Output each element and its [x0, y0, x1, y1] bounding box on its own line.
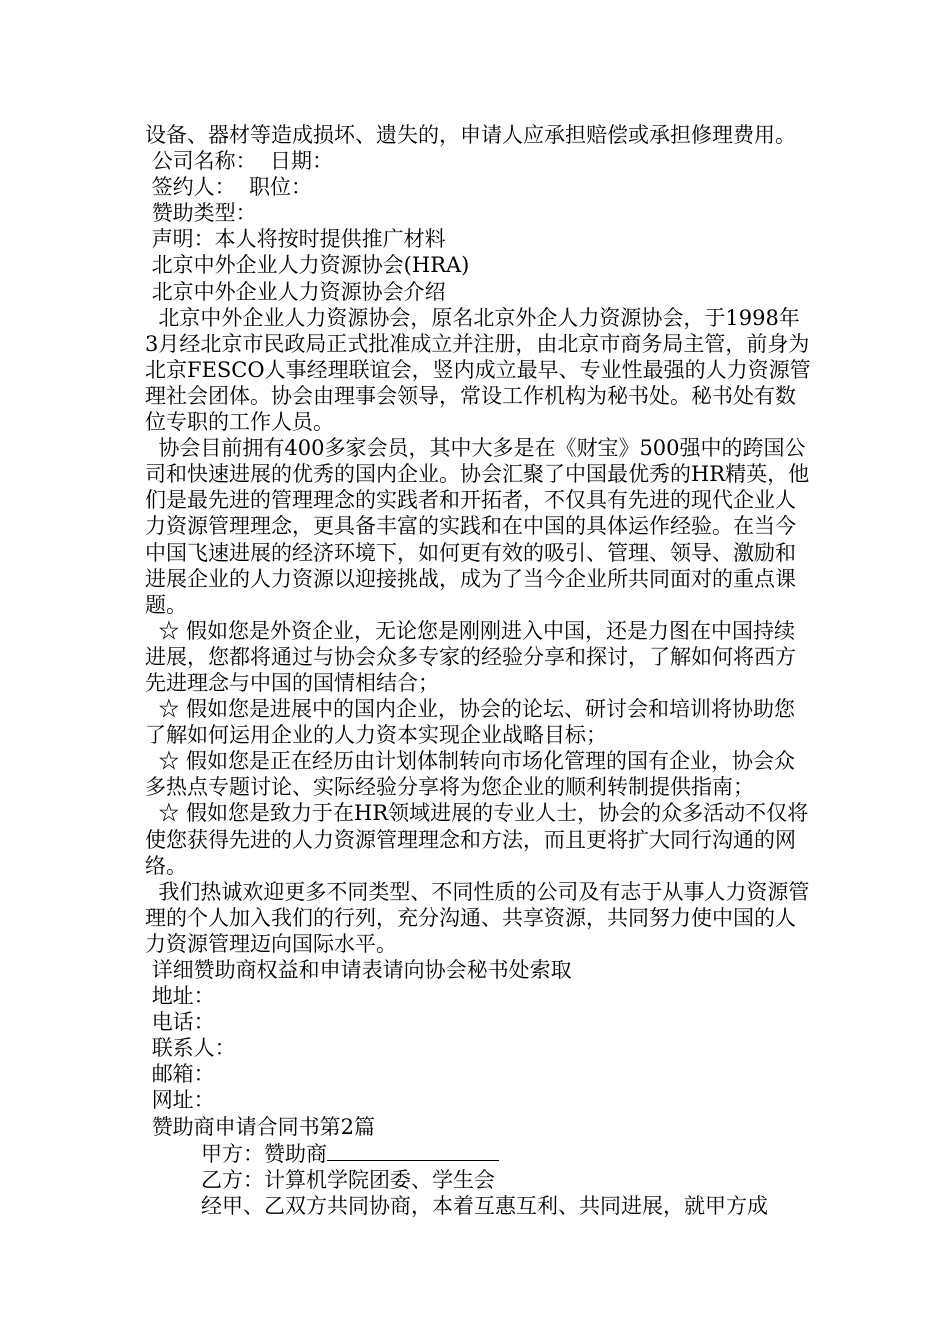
phone-line: 电话：	[145, 1010, 215, 1035]
party-b-line: 乙方：计算机学院团委、学生会	[201, 1167, 495, 1192]
agreement-line: 经甲、乙双方共同协商，本着互惠互利、共同进展，就甲方成	[201, 1193, 768, 1218]
association-name: 北京中外企业人力资源协会(HRA)	[145, 253, 470, 278]
website-line: 网址：	[145, 1088, 215, 1113]
paragraph-intro: 北京中外企业人力资源协会，原名北京外企人力资源协会，于1998年3月经北京市民政局正式批准成立并注册，由北京市商务局主管，前身为北京FESCO人事经理联谊会，竖内成立最早、专业性最强的人力资源管理社会团体。协会由理事会领导，常设工作机构为秘书处。秘书处有数位专职的工作人员。	[145, 305, 811, 435]
contact-line: 联系人：	[145, 1036, 236, 1061]
paragraph-state-owned: ☆ 假如您是正在经历由计划体制转向市场化管理的国有企业，协会众多热点专题讨论、实际经验分享将为您企业的顺利转制提供指南；	[145, 749, 796, 800]
email-line: 邮箱：	[145, 1062, 215, 1087]
text-line: 设备、器材等造成损坏、遗失的，申请人应承担赔偿或承担修理费用。	[145, 123, 796, 147]
sponsor-type-line: 赞助类型：	[145, 201, 257, 226]
party-a-label: 甲方：赞助商	[201, 1141, 327, 1166]
request-info-line: 详细赞助商权益和申请表请向协会秘书处索取	[145, 958, 572, 982]
paragraph-members: 协会目前拥有400多家会员，其中大多是在《财宝》500强中的跨国公司和快速进展的优秀的国内企业。协会汇聚了中国最优秀的HR精英，他们是最先进的管理理念的实践者和开拓者，不仅具有先进的现代企业人力资源管理理念，更具备丰富的实践和在中国的具体运作经验。在当今中国飞速进展的经济环境下，如何更有效的吸引、管理、领导、激励和进展企业的人力资源以迎接挑战，成为了当今企业所共同面对的重点课题。	[145, 436, 810, 617]
party-a-line	[145, 1140, 813, 1167]
contract-heading: 赞助商申请合同书第2篇	[145, 1114, 376, 1139]
paragraph-welcome: 我们热诚欢迎更多不同类型、不同性质的公司及有志于从事人力资源管理的个人加入我们的行列，充分沟通、共享资源，共同努力使中国的人力资源管理迈向国际水平。	[145, 879, 810, 956]
paragraph-domestic: ☆ 假如您是进展中的国内企业，协会的论坛、研讨会和培训将协助您了解如何运用企业的人力资本实现企业战略目标；	[145, 697, 796, 748]
paragraph-foreign: ☆ 假如您是外资企业，无论您是刚刚进入中国，还是力图在中国持续进展，您都将通过与协会众多专家的经验分享和探讨，了解如何将西方先进理念与中国的国情相结合；	[145, 618, 796, 695]
paragraph-professional: ☆ 假如您是致力于在HR领域进展的专业人士，协会的众多活动不仅将使您获得先进的人力资源管理理念和方法，而且更将扩大同行沟通的网络。	[145, 801, 809, 878]
signer-position-line: 签约人： 职位：	[145, 175, 313, 200]
party-a-blank	[327, 1140, 499, 1161]
company-date-line: 公司名称： 日期：	[145, 149, 334, 174]
address-line: 地址：	[145, 984, 215, 1009]
document-body	[145, 122, 813, 1219]
association-intro-heading: 北京中外企业人力资源协会介绍	[145, 279, 446, 304]
statement-line: 声明：本人将按时提供推广材料	[145, 227, 446, 252]
